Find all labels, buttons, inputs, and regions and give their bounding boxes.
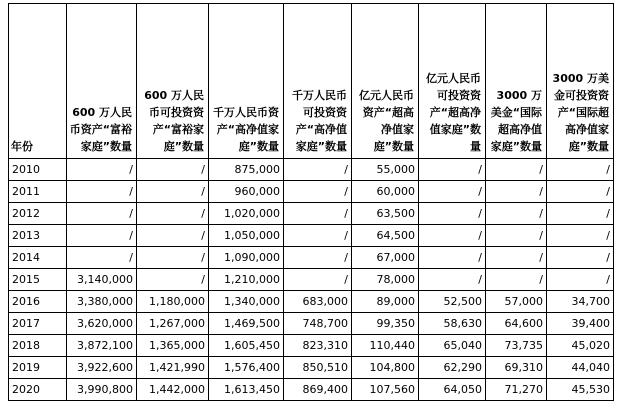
year-cell: 2013: [9, 225, 67, 247]
year-cell: 2014: [9, 247, 67, 269]
value-cell: /: [547, 203, 614, 225]
value-cell: 1,020,000: [209, 203, 284, 225]
value-cell: 1,180,000: [137, 291, 209, 313]
year-cell: 2016: [9, 291, 67, 313]
value-cell: 89,000: [352, 291, 419, 313]
value-cell: 55,000: [352, 159, 419, 181]
value-cell: 57,000: [486, 291, 547, 313]
table-row: [9, 357, 614, 379]
table-row: [9, 269, 614, 291]
value-cell: 65,040: [419, 335, 486, 357]
value-cell: 1,340,000: [209, 291, 284, 313]
value-cell: 3,922,600: [67, 357, 137, 379]
value-cell: /: [419, 203, 486, 225]
value-cell: 58,630: [419, 313, 486, 335]
header-row: [9, 4, 614, 159]
year-cell: 2019: [9, 357, 67, 379]
value-cell: 869,400: [284, 379, 352, 401]
column-header: 亿元人民币可投资资产“超高净值家庭”数量: [419, 4, 486, 159]
value-cell: /: [137, 269, 209, 291]
table-row: [9, 313, 614, 335]
value-cell: 63,500: [352, 203, 419, 225]
value-cell: 78,000: [352, 269, 419, 291]
value-cell: /: [547, 247, 614, 269]
value-cell: 44,040: [547, 357, 614, 379]
value-cell: 1,365,000: [137, 335, 209, 357]
value-cell: 3,990,800: [67, 379, 137, 401]
value-cell: 823,310: [284, 335, 352, 357]
value-cell: /: [137, 181, 209, 203]
value-cell: 3,140,000: [67, 269, 137, 291]
value-cell: 69,310: [486, 357, 547, 379]
table-row: [9, 159, 614, 181]
value-cell: /: [419, 225, 486, 247]
value-cell: 1,210,000: [209, 269, 284, 291]
value-cell: /: [486, 269, 547, 291]
column-header: 千万人民币资产“高净值家庭”数量: [209, 4, 284, 159]
column-header: 千万人民币可投资资产“高净值家庭”数量: [284, 4, 352, 159]
value-cell: /: [419, 269, 486, 291]
value-cell: 1,442,000: [137, 379, 209, 401]
column-header: 600 万人民币可投资资产“富裕家庭”数量: [137, 4, 209, 159]
value-cell: 52,500: [419, 291, 486, 313]
value-cell: /: [547, 159, 614, 181]
value-cell: 1,605,450: [209, 335, 284, 357]
value-cell: /: [137, 203, 209, 225]
value-cell: 1,613,450: [209, 379, 284, 401]
value-cell: 64,050: [419, 379, 486, 401]
table-row: [9, 335, 614, 357]
table-body: [9, 159, 614, 401]
year-cell: 2012: [9, 203, 67, 225]
year-cell: 2011: [9, 181, 67, 203]
value-cell: /: [547, 225, 614, 247]
table-row: [9, 203, 614, 225]
value-cell: 67,000: [352, 247, 419, 269]
value-cell: 60,000: [352, 181, 419, 203]
value-cell: 73,735: [486, 335, 547, 357]
value-cell: 3,380,000: [67, 291, 137, 313]
year-cell: 2020: [9, 379, 67, 401]
value-cell: /: [486, 225, 547, 247]
value-cell: 1,050,000: [209, 225, 284, 247]
value-cell: 3,872,100: [67, 335, 137, 357]
value-cell: 1,576,400: [209, 357, 284, 379]
value-cell: 62,290: [419, 357, 486, 379]
table-row: [9, 181, 614, 203]
column-header: 3000 万美金“国际超高净值家庭”数量: [486, 4, 547, 159]
value-cell: /: [419, 247, 486, 269]
value-cell: /: [547, 269, 614, 291]
value-cell: 99,350: [352, 313, 419, 335]
table-header: [9, 4, 614, 159]
value-cell: 64,500: [352, 225, 419, 247]
household-wealth-table: [8, 3, 614, 401]
value-cell: 45,020: [547, 335, 614, 357]
value-cell: 875,000: [209, 159, 284, 181]
value-cell: 104,800: [352, 357, 419, 379]
value-cell: 748,700: [284, 313, 352, 335]
table-row: [9, 225, 614, 247]
value-cell: 34,700: [547, 291, 614, 313]
value-cell: /: [284, 247, 352, 269]
value-cell: 3,620,000: [67, 313, 137, 335]
value-cell: 1,267,000: [137, 313, 209, 335]
value-cell: /: [284, 181, 352, 203]
value-cell: /: [486, 181, 547, 203]
value-cell: /: [486, 159, 547, 181]
value-cell: 683,000: [284, 291, 352, 313]
value-cell: 1,469,500: [209, 313, 284, 335]
column-header: 3000 万美金可投资资产“国际超高净值家庭”数量: [547, 4, 614, 159]
value-cell: 39,400: [547, 313, 614, 335]
column-header: 600 万人民币资产“富裕家庭”数量: [67, 4, 137, 159]
year-cell: 2010: [9, 159, 67, 181]
value-cell: 45,530: [547, 379, 614, 401]
value-cell: /: [67, 225, 137, 247]
value-cell: /: [284, 203, 352, 225]
table-row: [9, 247, 614, 269]
value-cell: /: [137, 225, 209, 247]
table-row: [9, 291, 614, 313]
value-cell: 64,600: [486, 313, 547, 335]
value-cell: 960,000: [209, 181, 284, 203]
value-cell: /: [486, 247, 547, 269]
value-cell: 1,421,990: [137, 357, 209, 379]
value-cell: /: [67, 203, 137, 225]
value-cell: /: [486, 203, 547, 225]
table-row: [9, 379, 614, 401]
year-cell: 2015: [9, 269, 67, 291]
value-cell: 1,090,000: [209, 247, 284, 269]
year-cell: 2017: [9, 313, 67, 335]
year-column-header: 年份: [9, 4, 67, 159]
value-cell: /: [137, 247, 209, 269]
value-cell: /: [284, 159, 352, 181]
value-cell: 110,440: [352, 335, 419, 357]
value-cell: /: [67, 159, 137, 181]
value-cell: /: [284, 225, 352, 247]
value-cell: 71,270: [486, 379, 547, 401]
value-cell: 850,510: [284, 357, 352, 379]
year-cell: 2018: [9, 335, 67, 357]
value-cell: /: [284, 269, 352, 291]
value-cell: /: [419, 159, 486, 181]
value-cell: /: [137, 159, 209, 181]
value-cell: /: [67, 181, 137, 203]
value-cell: /: [547, 181, 614, 203]
value-cell: /: [419, 181, 486, 203]
column-header: 亿元人民币资产“超高净值家庭”数量: [352, 4, 419, 159]
value-cell: /: [67, 247, 137, 269]
value-cell: 107,560: [352, 379, 419, 401]
